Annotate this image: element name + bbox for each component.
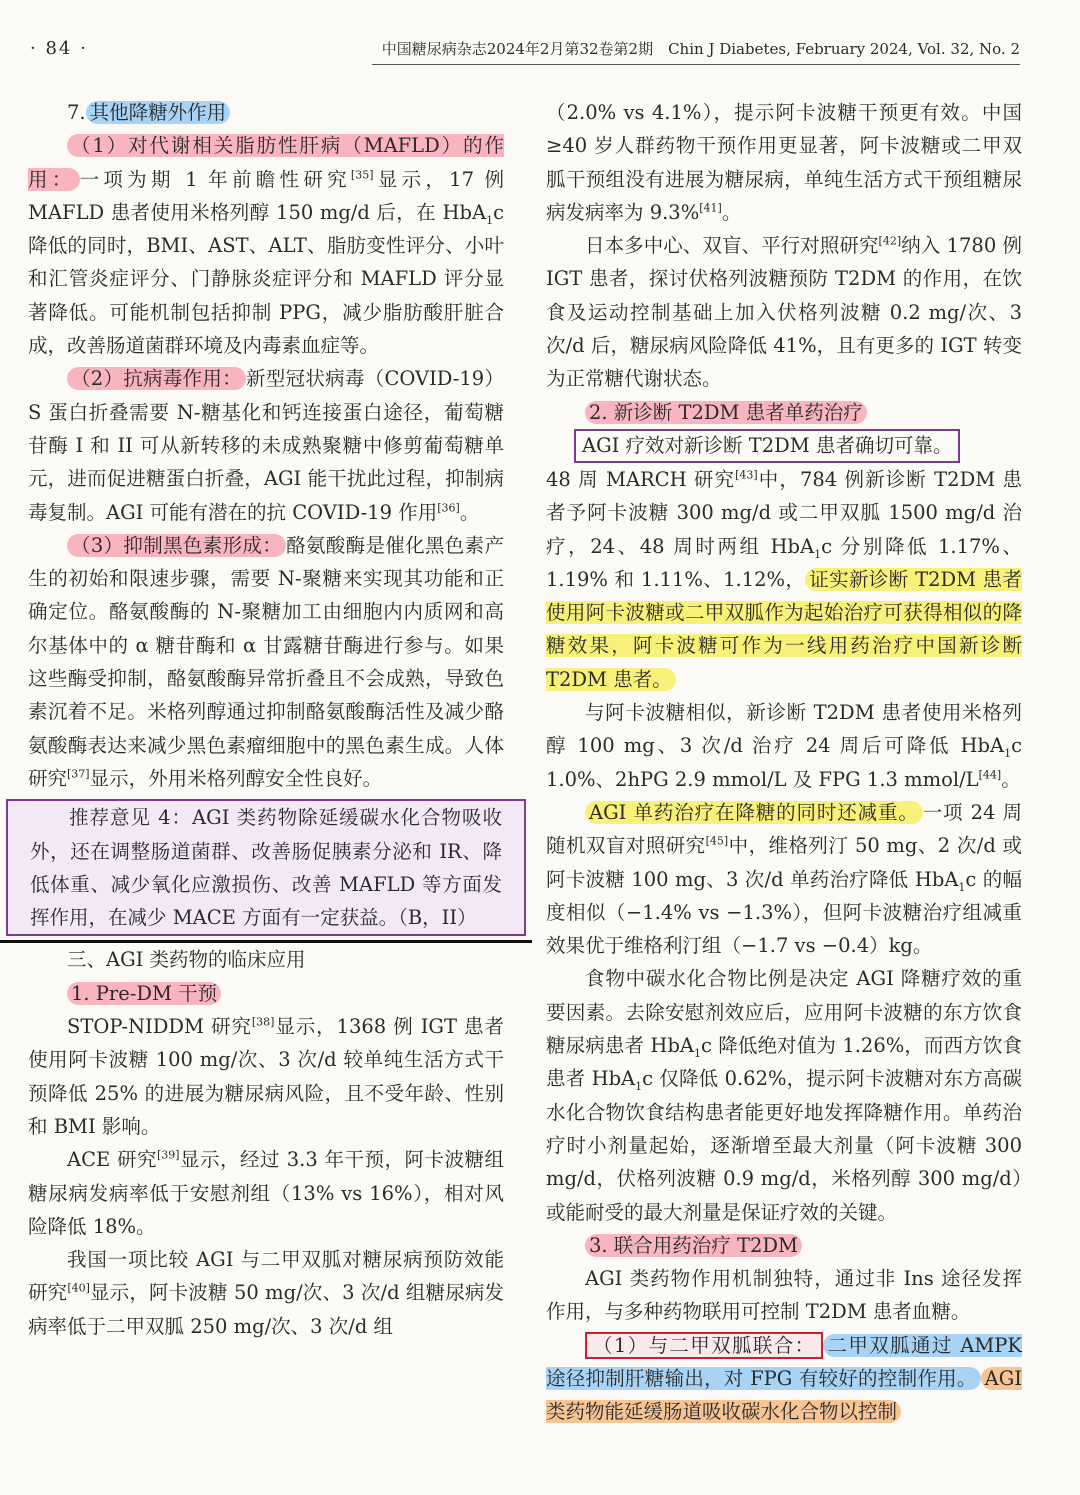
highlight-orange: AGI 类药物能延缓肠道吸收碳水化合物以控制: [546, 1366, 1022, 1424]
text: c 降低的同时，BMI、AST、ALT、脂肪变性评分、小叶和汇管炎症评分、门静脉炎症评分和 MAFLD 评分显著降低。可能机制包括抑制 PPG，减少脂肪酸肝脏合成，改善肠道菌群环境及内毒素血症等。: [28, 200, 504, 358]
section-title: 其他降糖外作用: [86, 101, 231, 124]
text: c 降低绝对值为 1.26%，而西方饮食患者 HbA: [546, 1034, 1022, 1091]
boxed-lead: （1）与二甲双胍联合：: [585, 1332, 823, 1359]
text: 一项为期 1 年前瞻性研究: [79, 167, 351, 191]
subsection-heading-2: [546, 396, 1022, 429]
text: 食物中碳水化合物比例是决定 AGI 降糖疗效的重要因素。去除安慰剂效应后，应用阿卡波糖的东方饮食糖尿病患者 HbA: [546, 967, 1022, 1058]
subscript: 1: [1004, 747, 1012, 761]
paragraph-miglitol: [546, 696, 1022, 796]
boxed-statement: AGI 疗效对新诊断 T2DM 患者确切可靠。: [574, 429, 960, 463]
text: 显示，1368 例 IGT 患者使用阿卡波糖 100 mg/次、3 次/d 较单纯生活方式干预降低 25% 的进展为糖尿病风险，且不受年龄、性别和 BMI 影响。: [28, 1015, 504, 1138]
paragraph-diet: [546, 962, 1022, 1228]
text: 一项 24 周随机双盲对照研究: [546, 800, 1022, 858]
text: c 仅降低 0.62%，提示阿卡波糖对东方高碳水化合物饮食结构患者能更好地发挥降糖作用。单药治疗时小剂量起始，逐渐增至最大剂量（阿卡波糖 300 mg/d，伏格列波糖 0.9 mg/d，米格列醇 300 mg/d）或能耐受的最大剂量是保证疗效的关键。: [546, 1067, 1022, 1224]
highlight-blue: 二甲双胍通过 AMPK 途径抑制肝糖输出，对 FPG 有较好的控制作用。: [546, 1333, 1022, 1390]
subsection-heading-1: [28, 977, 504, 1010]
subsection-heading-3: [546, 1229, 1022, 1262]
text: 显示，外用米格列醇安全性良好。: [89, 766, 383, 790]
paragraph-mafld: [28, 129, 504, 362]
text: 显示，阿卡波糖 50 mg/次、3 次/d 组糖尿病发病率低于二甲双胍 250 mg/次、3 次/d 组: [28, 1281, 504, 1338]
paragraph-ace: [28, 1143, 504, 1243]
text: 与阿卡波糖相似，新诊断 T2DM 患者使用米格列醇 100 mg、3 次/d 治疗 24 周后可降低 HbA: [546, 701, 1022, 758]
text: 。: [459, 500, 480, 524]
paragraph-combination: AGI 类药物作用机制独特，通过非 Ins 途径发挥作用，与多种药物联用可控制 T2DM 患者血糖。: [546, 1267, 1022, 1324]
highlight-conclusion: 证实新诊断 T2DM 患者使用阿卡波糖或二甲双胍作为起始治疗可获得相似的降糖效果，阿卡波糖可作为一线用药治疗中国新诊断 T2DM 患者。: [546, 567, 1022, 691]
paragraph-china-study: [28, 1243, 504, 1343]
text: STOP-NIDDM 研究: [67, 1015, 252, 1039]
paragraph-melanin: [28, 529, 504, 795]
page-header: [0, 30, 1080, 70]
text: 日本多中心、双盲、平行对照研究: [585, 234, 879, 258]
citation-ref: [39]: [156, 1148, 180, 1162]
subscript: 1: [694, 1046, 702, 1060]
subsection-title: 2. 新诊断 T2DM 患者单药治疗: [585, 401, 867, 424]
paragraph-weight-loss: [546, 796, 1022, 962]
left-column: [28, 96, 504, 1343]
text: 新型冠状病毒（COVID-19）S 蛋白折叠需要 N-糖基化和钙连接蛋白途径，葡萄糖苷酶 I 和 II 可从新转移的未成熟聚糖中修剪葡萄糖单元，进而促进糖蛋白折叠，AGI 能干扰此过程，抑制病毒复制。AGI 可能有潜在的抗 COVID-19 作用: [28, 367, 504, 524]
text: 显示，17 例 MAFLD 患者使用米格列醇 150 mg/d 后，在 HbA: [28, 167, 504, 224]
subscript: 1: [958, 880, 966, 894]
text: c 分别降低 1.17%、1.19% 和 1.11%、1.12%，: [546, 534, 1023, 591]
paragraph-stop-niddm: [28, 1010, 504, 1143]
section-heading-7: [28, 96, 504, 129]
citation-ref: [37]: [67, 767, 90, 781]
journal-citation: 中国糖尿病杂志2024年2月第32卷第2期 Chin J Diabetes, February 2024, Vol. 32, No. 2: [381, 40, 1020, 58]
text: 中，维格列汀 50 mg、2 次/d 或阿卡波糖 100 mg、3 次/d 单药治疗降低 HbA: [546, 834, 1022, 891]
highlight-lead: （2）抗病毒作用：: [67, 367, 246, 390]
paragraph-metformin: [546, 1329, 1022, 1429]
text: c 的幅度相似（−1.4% vs −1.3%），但阿卡波糖治疗组减重效果优于维格利汀组（−1.7 vs −0.4）kg。: [546, 867, 1022, 958]
paragraph-japan-study: [546, 229, 1022, 395]
right-column: [546, 96, 1022, 1429]
text: 酪氨酸酶是催化黑色素产生的初始和限速步骤，需要 N-聚糖来实现其功能和正确定位。酪氨酸酶的 N-聚糖加工由细胞内内质网和高尔基体中的 α 糖苷酶和 α 甘露糖苷酶进行参与。如果这些酶受抑制，酪氨酸酶异常折叠且不会成熟，导致色素沉着不足。米格列醇通过抑制酪氨酸酶活性及减少酪氨酸酶表达来减少黑色素瘤细胞中的黑色素生成。人体研究: [28, 533, 504, 790]
text: 中，784 例新诊断 T2DM 患者予阿卡波糖 300 mg/d 或二甲双胍 1500 mg/d 治疗，24、48 周时两组 HbA: [546, 467, 1022, 558]
boxed-statement-row: [546, 429, 1022, 463]
text: 纳入 1780 例 IGT 患者，探讨伏格列波糖预防 T2DM 的作用，在饮食及运动控制基础上加入伏格列波糖 0.2 mg/次、3 次/d 后，糖尿病风险降低 41%，且有更多的 IGT 转变为正常糖代谢状态。: [546, 234, 1022, 391]
citation-ref: [38]: [251, 1015, 275, 1029]
section-heading-3: 三、AGI 类药物的临床应用: [67, 948, 306, 972]
recommendation-box: [6, 799, 526, 936]
citation-ref: [35]: [350, 168, 374, 182]
section-number: 7.: [67, 101, 86, 124]
subscript: 1: [486, 213, 494, 227]
highlight-lead: AGI 单药治疗在降糖的同时还减重。: [585, 801, 923, 824]
text: ACE 研究: [67, 1148, 157, 1172]
text: 我国一项比较 AGI 与二甲双胍对糖尿病预防效能研究: [28, 1248, 504, 1305]
paragraph-march: [546, 463, 1022, 696]
text: c 1.0%、2hPG 2.9 mmol/L 及 FPG 1.3 mmol/L: [546, 734, 1022, 791]
citation-ref: [44]: [978, 768, 1002, 782]
subsection-title: 1. Pre-DM 干预: [67, 982, 221, 1005]
text: 。: [721, 200, 742, 224]
subsection-title: 3. 联合用药治疗 T2DM: [585, 1234, 802, 1257]
paragraph-continuation: [546, 96, 1022, 229]
paragraph-antiviral: [28, 362, 504, 528]
citation-ref: [42]: [878, 234, 902, 248]
text: 显示，经过 3.3 年干预，阿卡波糖组糖尿病发病率低于安慰剂组（13% vs 16%），相对风险降低 18%。: [28, 1148, 504, 1238]
citation-ref: [43]: [735, 468, 758, 482]
citation-ref: [45]: [705, 834, 729, 848]
page-number: · 84 ·: [30, 38, 88, 59]
highlight-lead: （1）对代谢相关脂肪性肝病（MAFLD）的作用：: [28, 134, 504, 191]
text: （2.0% vs 4.1%），提示阿卡波糖干预更有效。中国≥40 岁人群药物干预作用更显著，阿卡波糖或二甲双胍干预组没有进展为糖尿病，单纯生活方式干预组糖尿病发病率为 9.3%: [546, 101, 1022, 224]
text: 48 周 MARCH 研究: [546, 467, 736, 491]
highlight-lead: （3）抑制黑色素形成：: [67, 534, 286, 557]
subscript: 1: [814, 547, 822, 561]
citation-ref: [40]: [67, 1281, 90, 1295]
recommendation-text: 推荐意见 4：AGI 类药物除延缓碳水化合物吸收外，还在调整肠道菌群、改善肠促胰素分泌和 IR、降低体重、减少氧化应激损伤、改善 MAFLD 等方面发挥作用，在减少 MACE 方面有一定获益。（B，II）: [30, 806, 502, 930]
header-rule: [372, 64, 1020, 65]
citation-ref: [36]: [437, 501, 460, 515]
subscript: 1: [635, 1080, 643, 1094]
citation-ref: [41]: [699, 201, 722, 215]
text: 。: [1001, 767, 1021, 791]
